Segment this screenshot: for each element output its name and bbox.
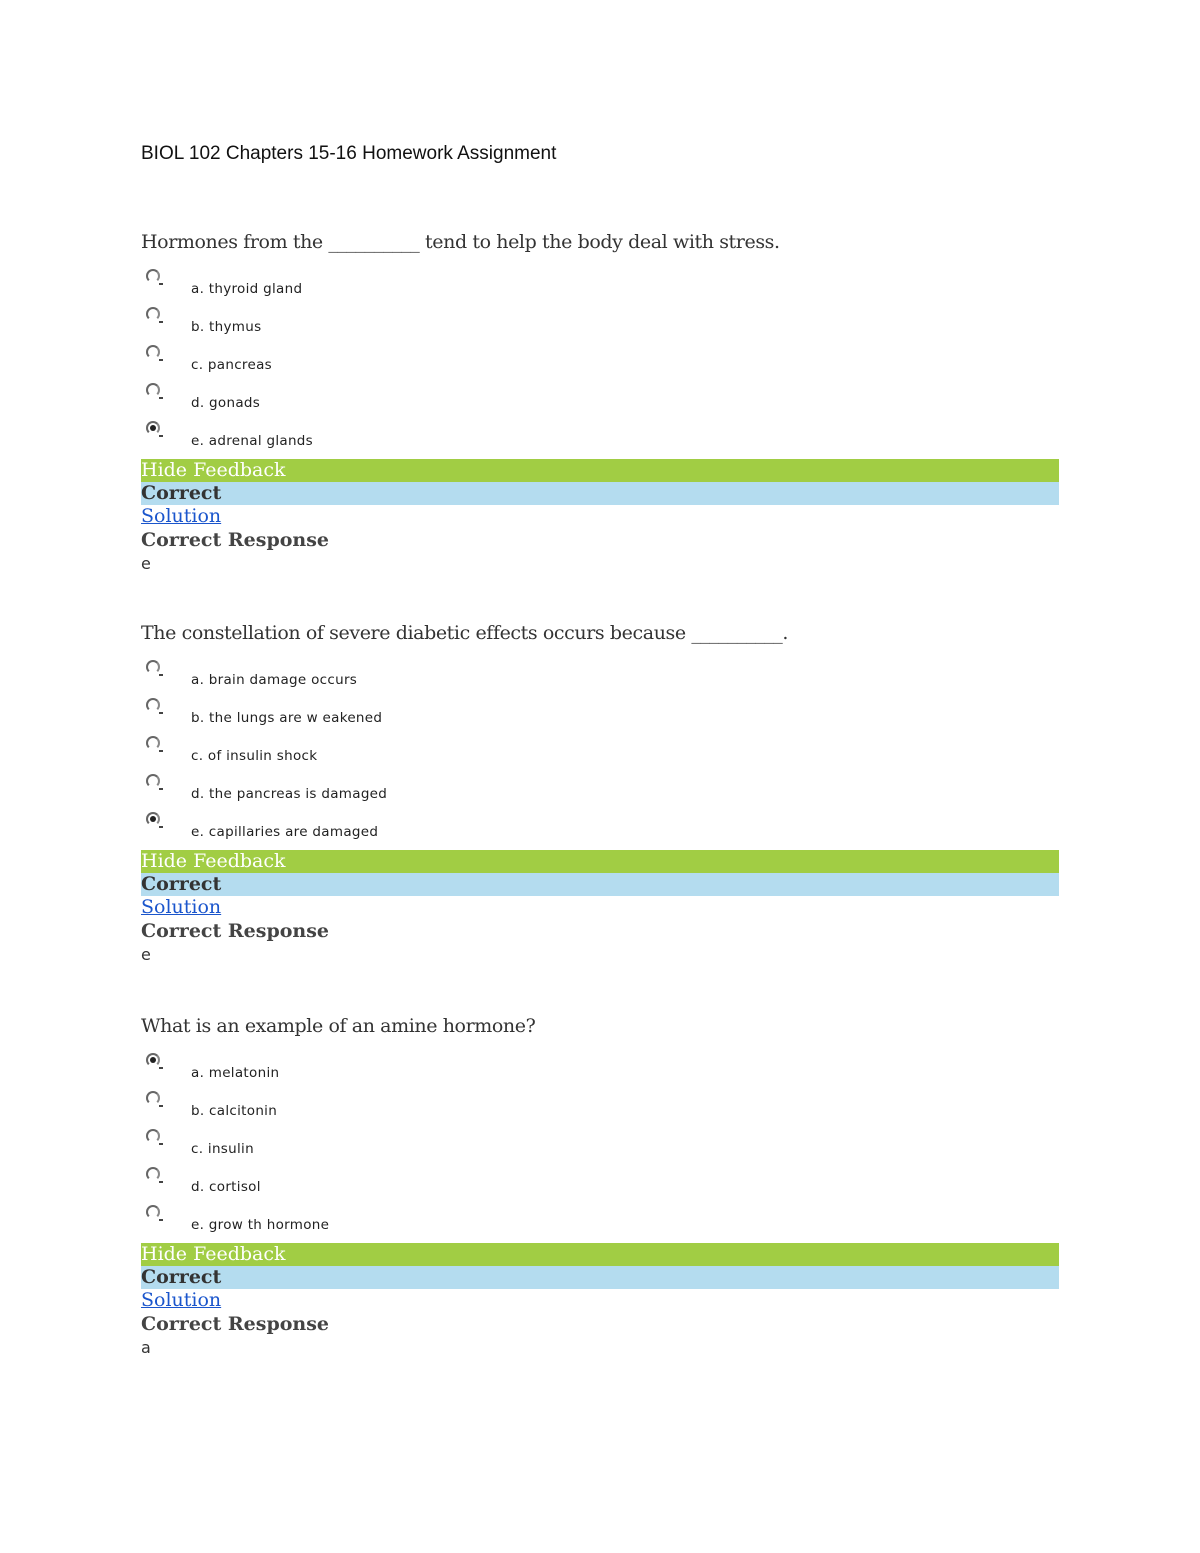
answer-option-d[interactable]: [141, 383, 1059, 421]
option-label: b. the lungs are w eakened: [191, 710, 383, 726]
correct-response-label: Correct Response: [141, 529, 329, 551]
answer-option-d[interactable]: [141, 1167, 1059, 1205]
answer-option-b[interactable]: [141, 307, 1059, 345]
answer-option-a[interactable]: [141, 1053, 1059, 1091]
radio-button[interactable]: [146, 1129, 160, 1143]
answer-option-a[interactable]: [141, 269, 1059, 307]
answer-option-a[interactable]: [141, 660, 1059, 698]
answer-option-c[interactable]: [141, 1129, 1059, 1167]
radio-button[interactable]: [146, 307, 160, 321]
document-title: BIOL 102 Chapters 15-16 Homework Assignment: [141, 143, 557, 164]
correct-response-label: Correct Response: [141, 1313, 329, 1335]
radio-button[interactable]: [146, 698, 160, 712]
answer-option-e[interactable]: [141, 812, 1059, 850]
hide-feedback-button[interactable]: Hide Feedback: [141, 850, 1059, 873]
option-label: b. calcitonin: [191, 1103, 278, 1119]
correct-response-value: e: [141, 554, 151, 573]
hide-feedback-button[interactable]: Hide Feedback: [141, 459, 1059, 482]
answer-option-e[interactable]: [141, 1205, 1059, 1243]
solution-link[interactable]: Solution: [141, 505, 222, 527]
question-text: The constellation of severe diabetic effects occurs because __________.: [141, 622, 789, 644]
answer-option-e[interactable]: [141, 421, 1059, 459]
option-label: c. of insulin shock: [191, 748, 318, 764]
question-3: [141, 1013, 1059, 1360]
solution-link[interactable]: Solution: [141, 896, 222, 918]
option-label: e. adrenal glands: [191, 433, 314, 449]
answer-option-b[interactable]: [141, 1091, 1059, 1129]
radio-button[interactable]: [146, 345, 160, 359]
radio-button[interactable]: [146, 774, 160, 788]
option-label: d. cortisol: [191, 1179, 261, 1195]
radio-button-selected[interactable]: [146, 812, 160, 826]
option-label: e. grow th hormone: [191, 1217, 330, 1233]
question-text: Hormones from the __________ tend to help the body deal with stress.: [141, 231, 780, 253]
radio-button[interactable]: [146, 269, 160, 283]
solution-link[interactable]: Solution: [141, 1289, 222, 1311]
answer-option-c[interactable]: [141, 345, 1059, 383]
option-label: e. capillaries are damaged: [191, 824, 379, 840]
question-text: What is an example of an amine hormone?: [141, 1015, 536, 1037]
answer-option-b[interactable]: [141, 698, 1059, 736]
radio-button[interactable]: [146, 660, 160, 674]
option-label: b. thymus: [191, 319, 262, 335]
option-label: d. gonads: [191, 395, 261, 411]
option-label: a. thyroid gland: [191, 281, 303, 297]
option-label: a. brain damage occurs: [191, 672, 358, 688]
hide-feedback-button[interactable]: Hide Feedback: [141, 1243, 1059, 1266]
correct-response-value: e: [141, 945, 151, 964]
radio-button-selected[interactable]: [146, 421, 160, 435]
radio-button[interactable]: [146, 1205, 160, 1219]
option-label: a. melatonin: [191, 1065, 280, 1081]
radio-button-selected[interactable]: [146, 1053, 160, 1067]
feedback-status: Correct: [141, 1266, 1059, 1289]
correct-response-value: a: [141, 1338, 151, 1357]
option-label: c. pancreas: [191, 357, 272, 373]
question-2: [141, 620, 1059, 967]
option-label: d. the pancreas is damaged: [191, 786, 388, 802]
radio-button[interactable]: [146, 1167, 160, 1181]
option-label: c. insulin: [191, 1141, 254, 1157]
feedback-status: Correct: [141, 482, 1059, 505]
radio-button[interactable]: [146, 383, 160, 397]
feedback-status: Correct: [141, 873, 1059, 896]
question-1: [141, 229, 1059, 576]
answer-option-c[interactable]: [141, 736, 1059, 774]
answer-option-d[interactable]: [141, 774, 1059, 812]
radio-button[interactable]: [146, 736, 160, 750]
correct-response-label: Correct Response: [141, 920, 329, 942]
radio-button[interactable]: [146, 1091, 160, 1105]
